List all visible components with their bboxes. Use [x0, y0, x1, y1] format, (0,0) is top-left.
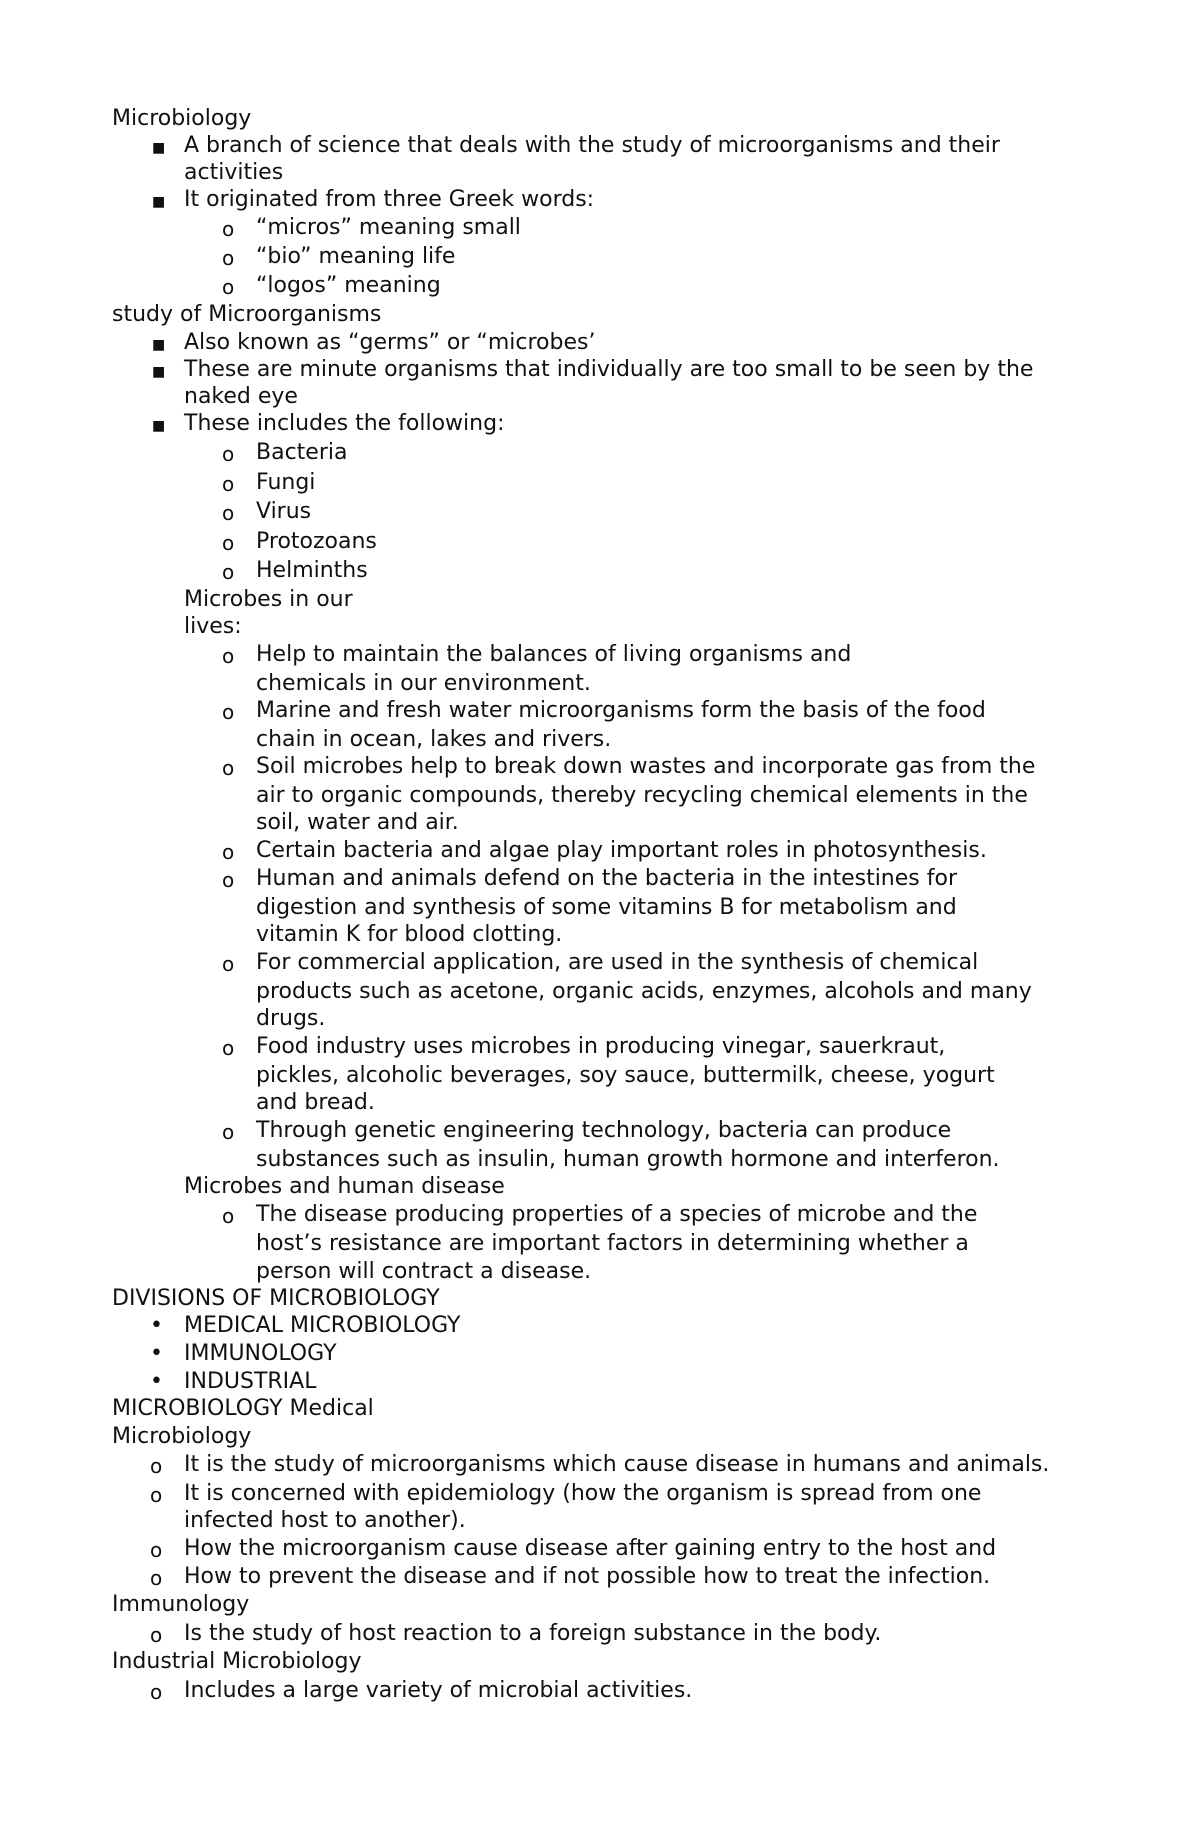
bullet-text: A branch of science that deals with the study of microorganisms and their	[184, 133, 1000, 158]
circle-bullet-icon: o	[222, 1120, 235, 1144]
item-text: Human and animals defend on the bacteria in the intestines for	[256, 866, 957, 891]
circle-bullet-icon: o	[222, 868, 235, 892]
sub-bullet-text: “logos” meaning	[256, 273, 441, 298]
dot-bullet-icon: •	[150, 1313, 163, 1338]
item-text: substances such as insulin, human growth hormone and interferon.	[256, 1147, 1000, 1172]
circle-bullet-icon: o	[222, 501, 235, 525]
sub-bullet-text: Virus	[256, 499, 312, 524]
division-item: MEDICAL MICROBIOLOGY	[184, 1313, 461, 1338]
item-text: products such as acetone, organic acids, enzymes, alcohols and many	[256, 979, 1032, 1004]
circle-bullet-icon: o	[150, 1566, 163, 1590]
heading-microbes-in-our-lives: Microbes in our	[184, 587, 353, 612]
circle-bullet-icon: o	[222, 952, 235, 976]
heading-industrial-microbiology: Industrial Microbiology	[112, 1649, 362, 1674]
circle-bullet-icon: o	[222, 840, 235, 864]
dot-bullet-icon: •	[150, 1341, 163, 1366]
item-text: pickles, alcoholic beverages, soy sauce, buttermilk, cheese, yogurt	[256, 1063, 995, 1088]
item-text: Soil microbes help to break down wastes and incorporate gas from the	[256, 754, 1036, 779]
item-text: Includes a large variety of microbial activities.	[184, 1678, 693, 1703]
item-text: Help to maintain the balances of living organisms and	[256, 642, 852, 667]
heading-medical-microbiology: Microbiology	[112, 1424, 252, 1449]
item-text: chain in ocean, lakes and rivers.	[256, 727, 612, 752]
circle-bullet-icon: o	[222, 246, 235, 270]
circle-bullet-icon: o	[222, 756, 235, 780]
item-text: It is the study of microorganisms which cause disease in humans and animals.	[184, 1452, 1050, 1477]
item-text: Through genetic engineering technology, bacteria can produce	[256, 1118, 952, 1143]
circle-bullet-icon: o	[150, 1680, 163, 1704]
heading-microbiology: Microbiology	[112, 106, 252, 131]
item-text: For commercial application, are used in the synthesis of chemical	[256, 950, 979, 975]
circle-bullet-icon: o	[222, 442, 235, 466]
sub-bullet-text: Bacteria	[256, 440, 348, 465]
item-text: air to organic compounds, thereby recycling chemical elements in the	[256, 783, 1028, 808]
sub-bullet-text: Protozoans	[256, 529, 377, 554]
item-text: person will contract a disease.	[256, 1259, 592, 1284]
circle-bullet-icon: o	[222, 700, 235, 724]
item-text: host’s resistance are important factors in determining whether a	[256, 1231, 969, 1256]
square-bullet-icon: ■	[152, 194, 166, 210]
heading-immunology: Immunology	[112, 1592, 250, 1617]
bullet-text: Also known as “germs” or “microbes’	[184, 330, 596, 355]
circle-bullet-icon: o	[150, 1538, 163, 1562]
item-text: Food industry uses microbes in producing vinegar, sauerkraut,	[256, 1034, 946, 1059]
heading-study-of-microorganisms: study of Microorganisms	[112, 302, 382, 327]
dot-bullet-icon: •	[150, 1369, 163, 1394]
heading-medical-microbiology: MICROBIOLOGY Medical	[112, 1396, 374, 1421]
item-text: and bread.	[256, 1090, 375, 1115]
heading-microbes-in-our-lives: lives:	[184, 614, 242, 639]
item-text: How to prevent the disease and if not possible how to treat the infection.	[184, 1564, 991, 1589]
item-text: infected host to another).	[184, 1508, 466, 1533]
circle-bullet-icon: o	[222, 472, 235, 496]
bullet-text: It originated from three Greek words:	[184, 187, 595, 212]
item-text: drugs.	[256, 1006, 326, 1031]
bullet-text: naked eye	[184, 384, 298, 409]
circle-bullet-icon: o	[222, 217, 235, 241]
sub-bullet-text: Helminths	[256, 558, 368, 583]
circle-bullet-icon: o	[222, 560, 235, 584]
item-text: vitamin K for blood clotting.	[256, 922, 563, 947]
item-text: How the microorganism cause disease after gaining entry to the host and	[184, 1536, 997, 1561]
circle-bullet-icon: o	[150, 1483, 163, 1507]
item-text: digestion and synthesis of some vitamins B for metabolism and	[256, 895, 957, 920]
item-text: Is the study of host reaction to a foreign substance in the body.	[184, 1621, 882, 1646]
heading-divisions: DIVISIONS OF MICROBIOLOGY	[112, 1286, 440, 1311]
bullet-text: These are minute organisms that individually are too small to be seen by the	[184, 357, 1034, 382]
heading-microbes-and-human-disease: Microbes and human disease	[184, 1174, 505, 1199]
square-bullet-icon: ■	[152, 140, 166, 156]
sub-bullet-text: “bio” meaning life	[256, 244, 456, 269]
bullet-text: activities	[184, 160, 284, 185]
circle-bullet-icon: o	[222, 1036, 235, 1060]
circle-bullet-icon: o	[150, 1454, 163, 1478]
division-item: IMMUNOLOGY	[184, 1341, 337, 1366]
square-bullet-icon: ■	[152, 418, 166, 434]
item-text: chemicals in our environment.	[256, 671, 591, 696]
item-text: It is concerned with epidemiology (how the organism is spread from one	[184, 1481, 982, 1506]
item-text: Marine and fresh water microorganisms form the basis of the food	[256, 698, 986, 723]
circle-bullet-icon: o	[222, 1204, 235, 1228]
square-bullet-icon: ■	[152, 337, 166, 353]
sub-bullet-text: “micros” meaning small	[256, 215, 521, 240]
bullet-text: These includes the following:	[184, 411, 505, 436]
square-bullet-icon: ■	[152, 364, 166, 380]
circle-bullet-icon: o	[222, 275, 235, 299]
sub-bullet-text: Fungi	[256, 470, 316, 495]
item-text: The disease producing properties of a species of microbe and the	[256, 1202, 978, 1227]
circle-bullet-icon: o	[222, 531, 235, 555]
division-item: INDUSTRIAL	[184, 1369, 317, 1394]
item-text: soil, water and air.	[256, 810, 459, 835]
circle-bullet-icon: o	[150, 1623, 163, 1647]
item-text: Certain bacteria and algae play important roles in photosynthesis.	[256, 838, 987, 863]
circle-bullet-icon: o	[222, 644, 235, 668]
